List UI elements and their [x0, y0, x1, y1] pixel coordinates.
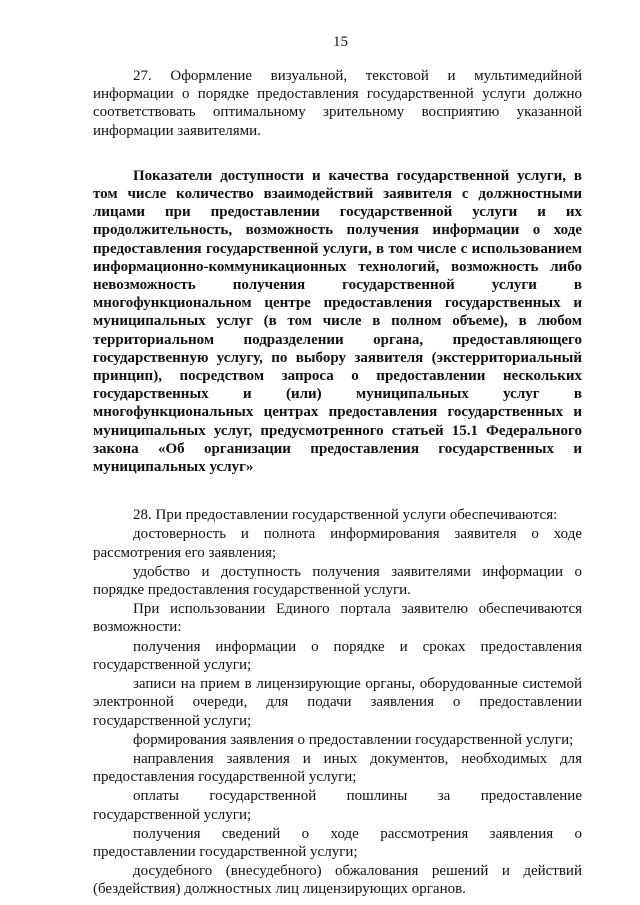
portal-item-appeal: досудебного (внесудебного) обжалования решений и действий (бездействия) должностных лиц лицензирующих органов. [93, 863, 582, 898]
paragraph-28-item-reliability: достоверность и полнота информирования заявителя о ходе рассмотрения его заявления; [93, 526, 582, 561]
portal-item-payment: оплаты государственной пошлины за предоставление государственной услуги; [93, 788, 582, 823]
paragraph-28-item-convenience: удобство и доступность получения заявителями информации о порядке предоставления государственной услуги. [93, 563, 582, 599]
portal-item-info: получения информации о порядке и сроках предоставления государственной услуги; [93, 638, 582, 673]
portal-item-submit: направления заявления и иных документов, необходимых для предоставления государственной услуги; [93, 750, 582, 786]
portal-intro: При использовании Единого портала заявителю обеспечиваются возможности: [93, 601, 582, 636]
portal-item-form: формирования заявления о предоставлении государственной услуги; [133, 731, 574, 748]
portal-item-status: получения сведений о ходе рассмотрения заявления о предоставлении государственной услуги; [93, 825, 582, 860]
paragraph-27: 27. Оформление визуальной, текстовой и мультимедийной информации о порядке предоставления государственной услуги должно соответствовать оптимальному зрительному восприятию указанной информации заявителями. [93, 68, 582, 139]
section-heading: Показатели доступности и качества государственной услуги, в том числе количество взаимодействий заявителя с должностными лицами при предоставлении государственной услуги и их продолжительность, возможность получения информации о ходе предоставления государственной услуги, в том числе с использованием информационно-коммуникационных технологий, возможность либо невозможность получения государственной услуги в многофункциональном центре предоставления государственных и муниципальных услуг (в том числе в полном объеме), в любом территориальном подразделении органа, предоставляющего государственную услугу, по выбору заявителя (экстерриториальный принцип), посредством запроса о предоставлении нескольких государственных и (или) муниципальных услуг в многофункциональных центрах предоставления государственных и муниципальных услуг, предусмотренного статьей 15.1 Федерального закона «Об организации предоставления государственных и муниципальных услуг» [93, 167, 582, 476]
page-number: 15 [333, 34, 348, 50]
paragraph-28-block [93, 506, 582, 898]
portal-item-appointment: записи на прием в лицензирующие органы, оборудованные системой электронной очереди, для подачи заявления о предоставлении государственной услуги; [93, 676, 582, 729]
paragraph-28: 28. При предоставлении государственной услуги обеспечиваются: [133, 507, 558, 524]
